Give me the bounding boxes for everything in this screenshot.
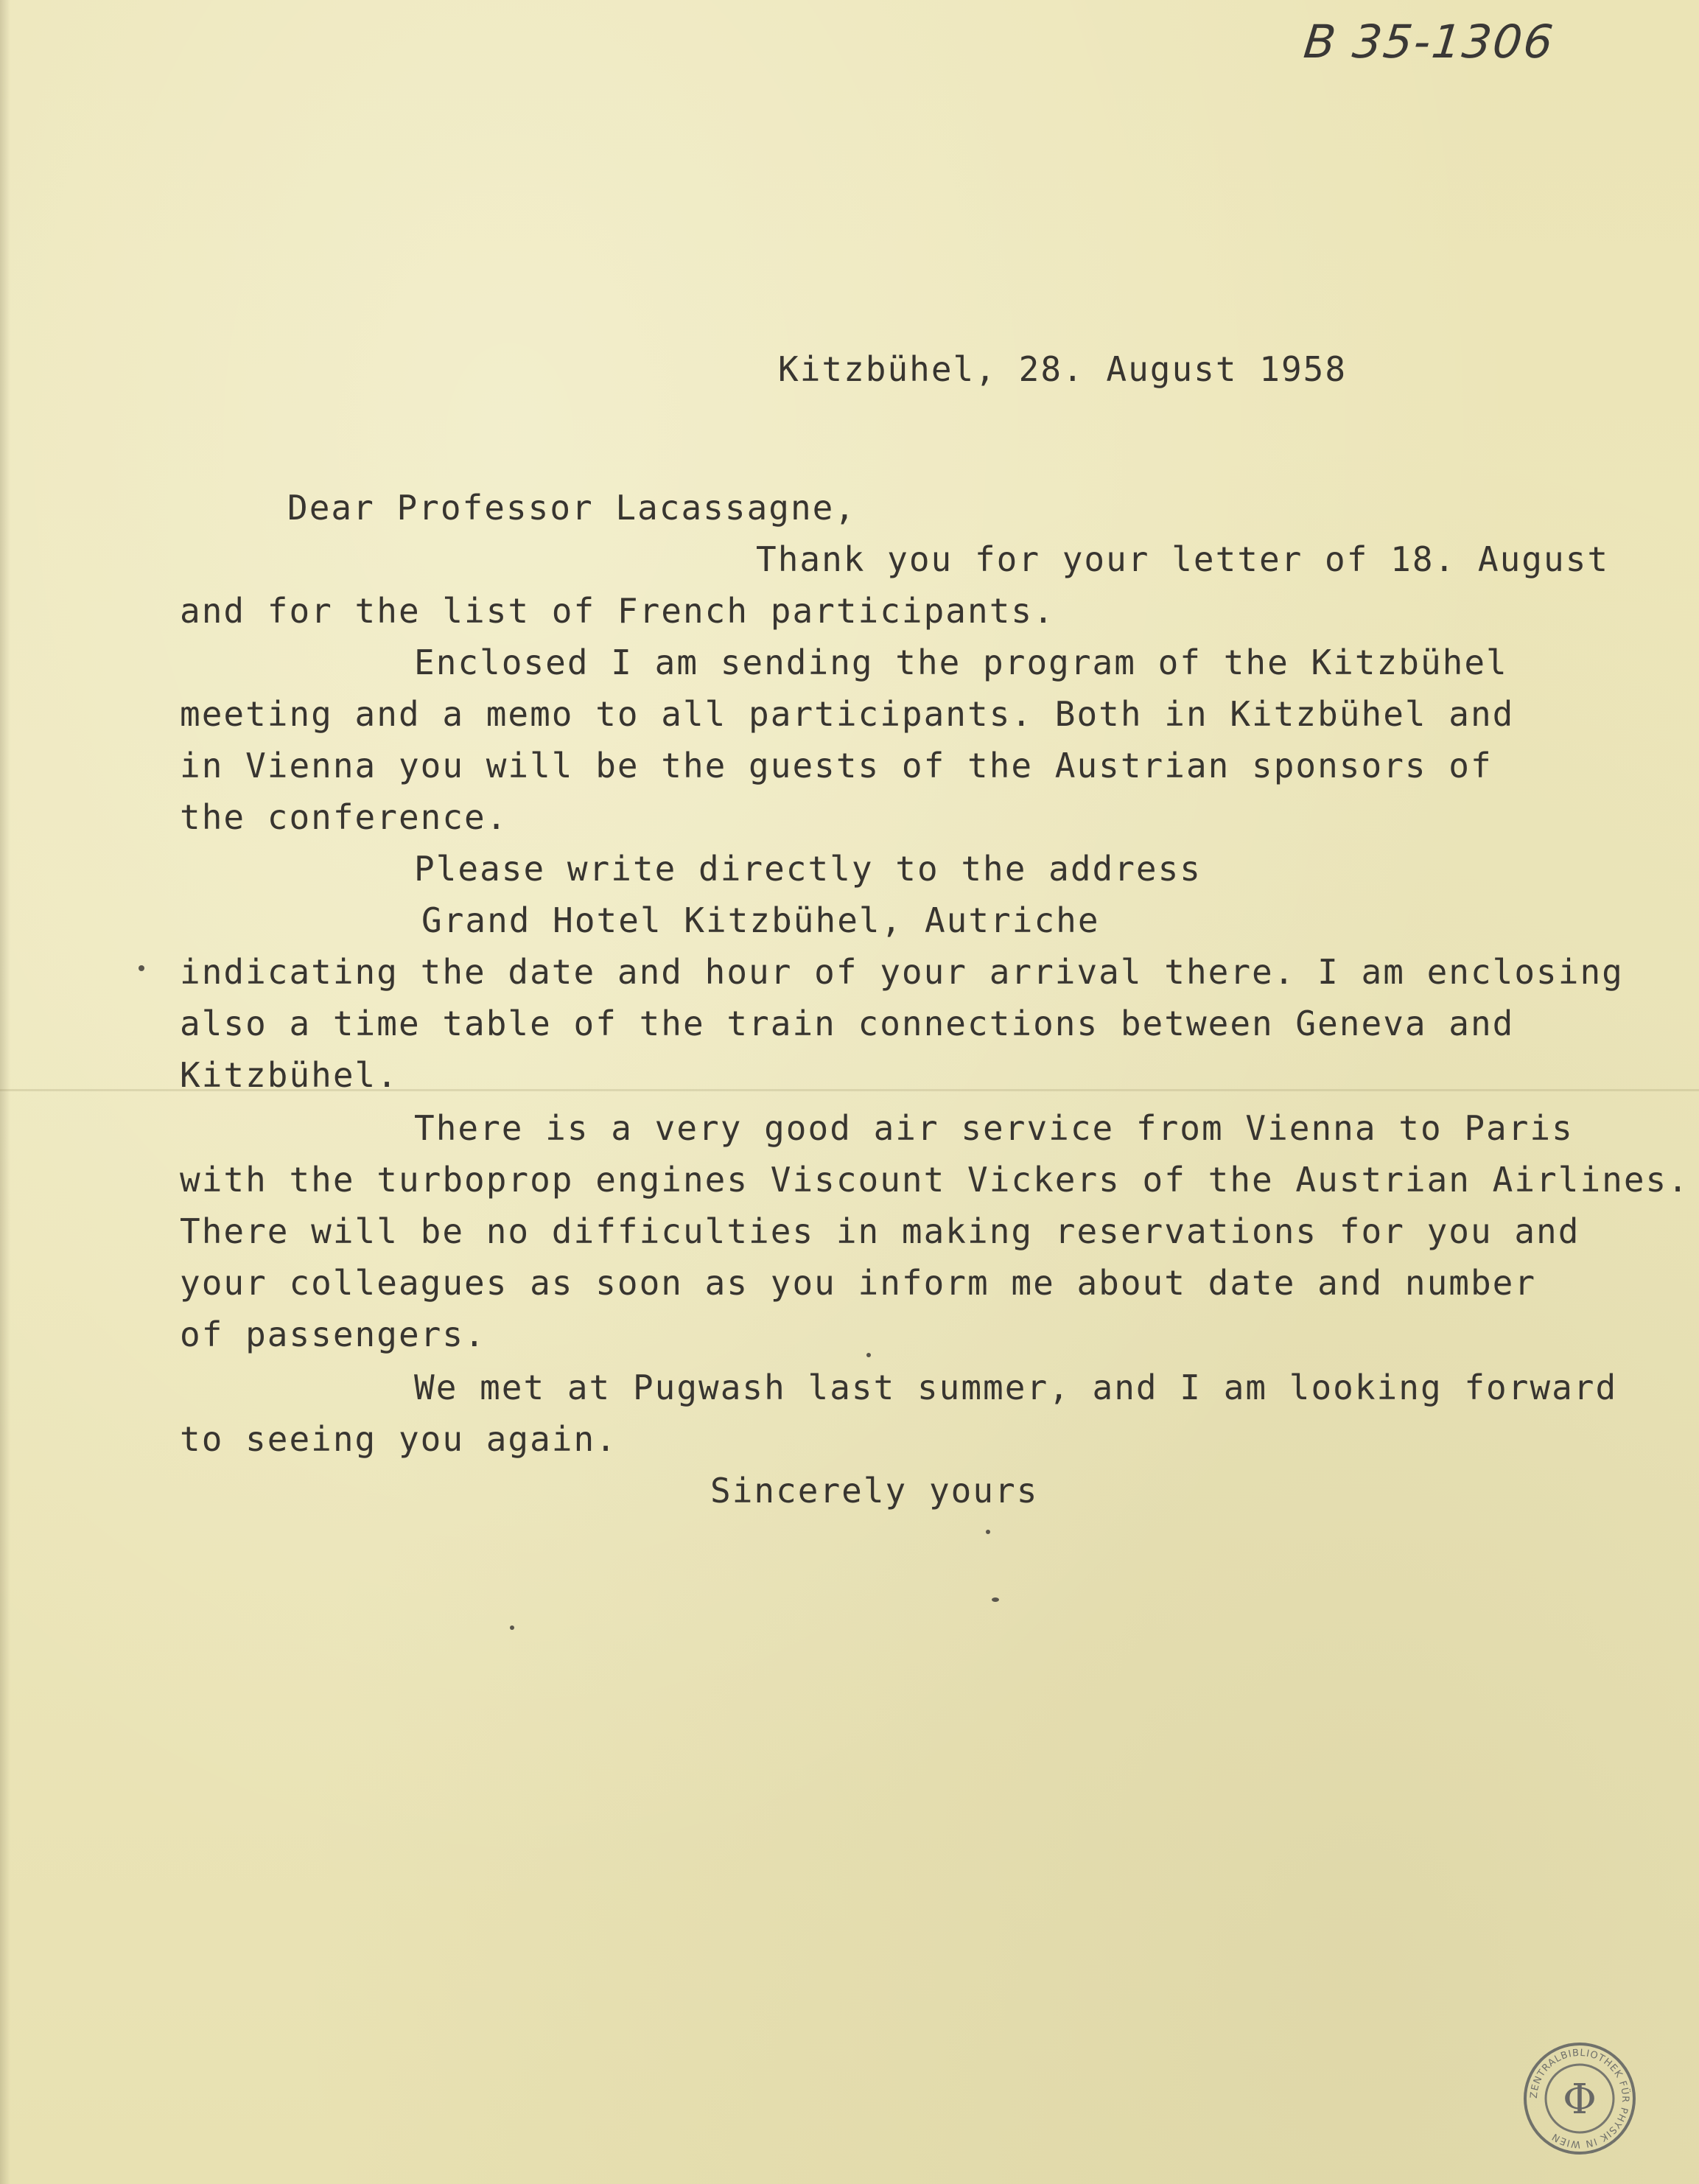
letter-line: Please write directly to the address (414, 849, 1202, 889)
stray-mark (510, 1625, 514, 1630)
letter-line: We met at Pugwash last summer, and I am looking forward (414, 1368, 1618, 1407)
archive-number: B 35-1306 (1301, 15, 1558, 69)
letter-line: your colleagues as soon as you inform me about date and number (180, 1263, 1537, 1303)
letter-line: meeting and a memo to all participants. Both in Kitzbühel and (180, 694, 1515, 734)
letter-line: to seeing you again. (180, 1419, 617, 1459)
stamp-ring-text: ZENTRALBIBLIOTHEK FÜR PHYSIK IN WIEN (1528, 2047, 1631, 2150)
letter-line: and for the list of French participants. (180, 591, 1055, 631)
closing: Sincerely yours (710, 1471, 1039, 1511)
letter-line: Kitzbühel. (180, 1055, 399, 1095)
letter-line: There is a very good air service from Vienna to Paris (414, 1108, 1574, 1148)
letter-line: also a time table of the train connections between Geneva and (180, 1004, 1515, 1043)
stray-mark (139, 965, 144, 971)
stray-mark (986, 1530, 990, 1534)
date-line: Kitzbühel, 28. August 1958 (778, 349, 1348, 389)
letter-line: in Vienna you will be the guests of the Austrian sponsors of (180, 746, 1493, 785)
stray-mark (992, 1597, 999, 1602)
letter-line: of passengers. (180, 1315, 486, 1354)
letter-line: Enclosed I am sending the program of the Kitzbühel (414, 643, 1508, 682)
letter-line: Thank you for your letter of 18. August (756, 539, 1610, 579)
salutation: Dear Professor Lacassagne, (287, 488, 857, 528)
library-stamp-icon (1521, 2040, 1639, 2157)
hotel-address: Grand Hotel Kitzbühel, Autriche (421, 900, 1100, 940)
letter-line: indicating the date and hour of your arrival there. I am enclosing (180, 952, 1624, 992)
letter-line: the conference. (180, 797, 508, 837)
letter-line: with the turboprop engines Viscount Vickers of the Austrian Airlines. (180, 1160, 1689, 1200)
stray-mark (866, 1353, 871, 1357)
stamp-symbol: Φ (1563, 2076, 1597, 2124)
letter-line: There will be no difficulties in making reservations for you and (180, 1211, 1580, 1251)
